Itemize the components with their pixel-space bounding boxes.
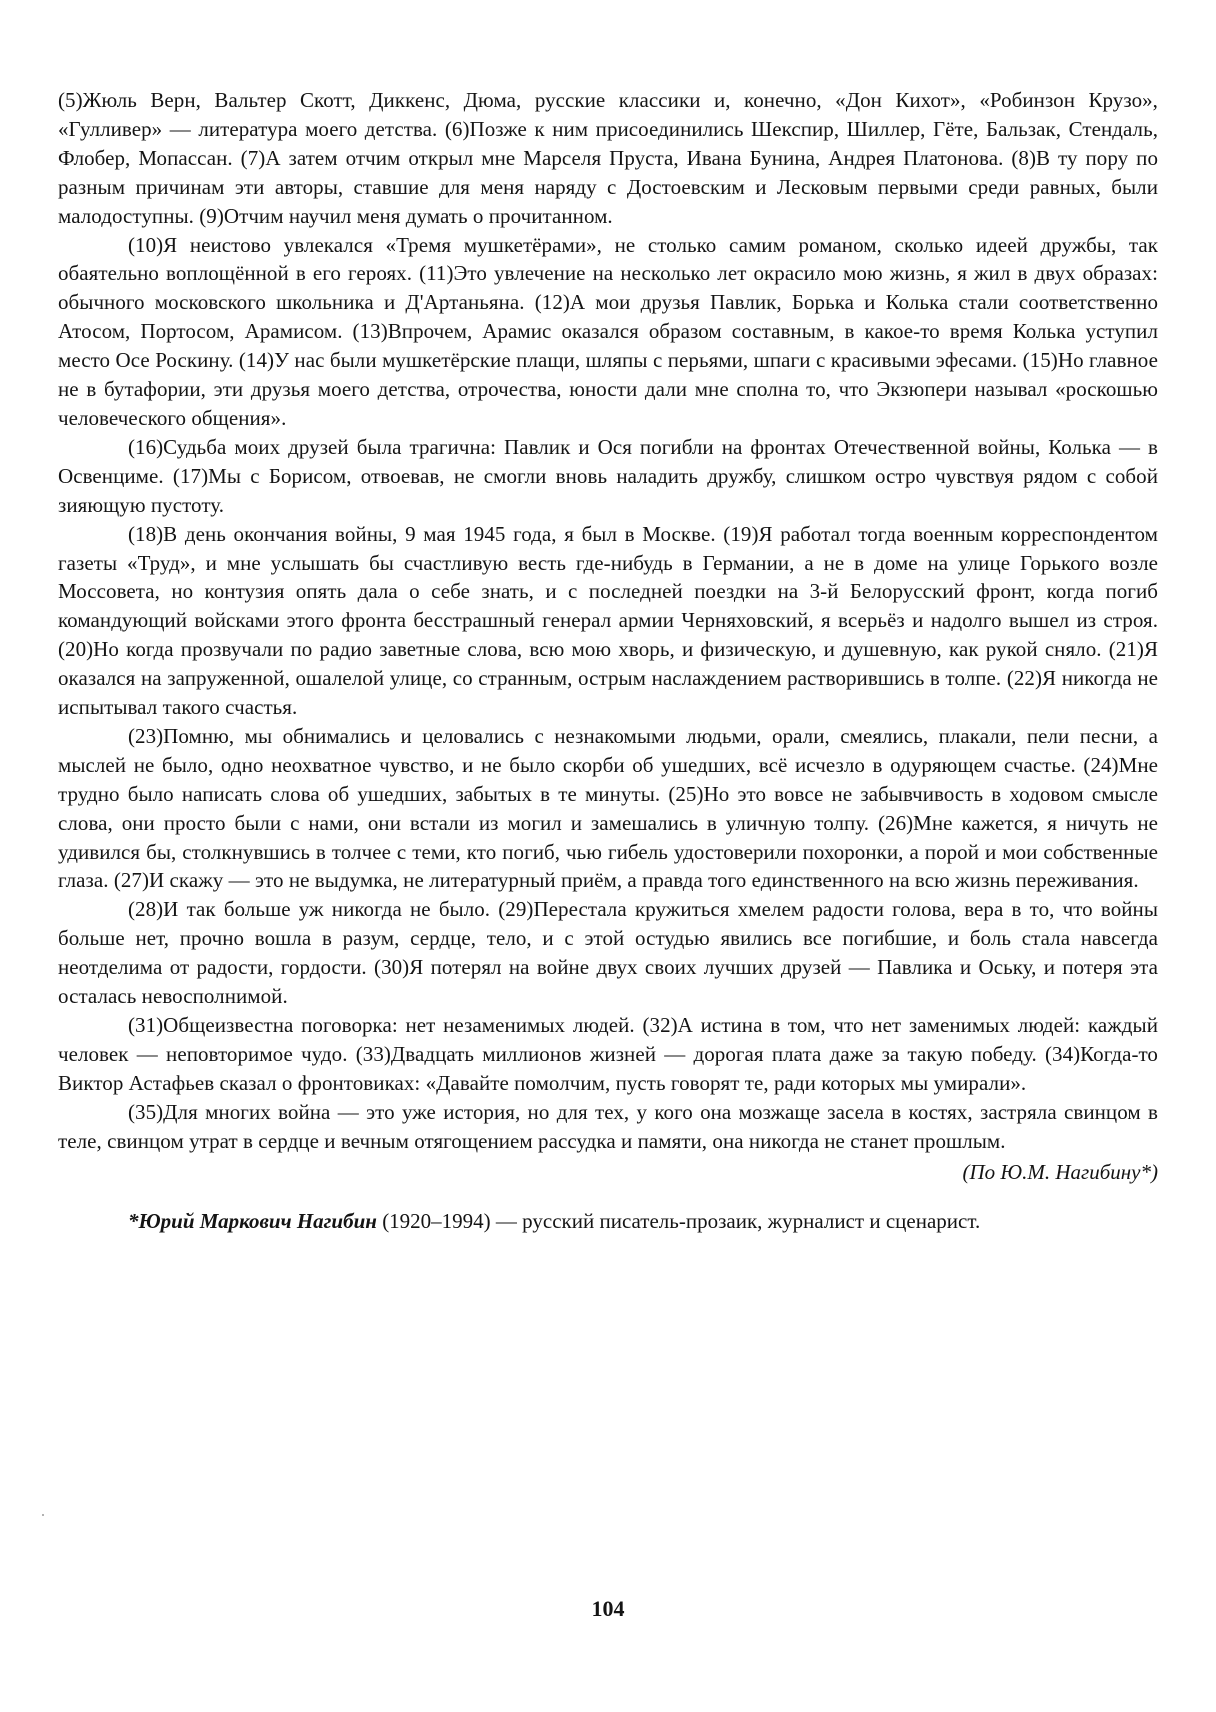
paragraph-5: (23)Помню, мы обнимались и целовались с незнакомыми людьми, орали, смеялись, плакали, пели песни, а мыслей не было, одно неохватное чувство, и не было скорби об ушедших, всё исчезло в одуряющем счастье. (24)Мне трудно было написать слова об ушедших, забытых в те минуты. (25)Но это вовсе не забывчивость в ходовом смысле слова, они просто были с нами, они встали из могил и замешались в уличную толпу. (26)Мне кажется, я ничуть не удивился бы, столкнувшись в толчее с теми, кто погиб, чью гибель удостоверили похоронки, а порой и мои собственные глаза. (27)И скажу — это не выдумка, не литературный приём, а правда того единственного на всю жизнь переживания. — [58, 723, 1158, 893]
paragraph-3: (16)Судьба моих друзей была трагична: Павлик и Ося погибли на фронтах Отечественной войны, Колька — в Освенциме. (17)Мы с Борисом, отвоевав, не смогли вновь наладить дружбу, слишком остро чувствуя рядом с собой зияющую пустоту. — [58, 434, 1158, 517]
paragraph-4: (18)В день окончания войны, 9 мая 1945 года, я был в Москве. (19)Я работал тогда военным корреспондентом газеты «Труд», и мне услышать бы счастливую весть где-нибудь в Германии, а не в доме на улице Горького возле Моссовета, но контузия опять дала о себе знать, и с последней поездки на 3-й Белорусский фронт, когда погиб командующий войсками этого фронта бесстрашный генерал армии Черняховский, я всерьёз и надолго вышел из строя. (20)Но когда прозвучали по радио заветные слова, всю мою хворь, и физическую, и душевную, как рукой сняло. (21)Я оказался на запруженной, ошалелой улице, со странным, острым наслаждением растворившись в толпе. (22)Я никогда не испытывал такого счастья. — [58, 521, 1158, 720]
page-number: 104 — [591, 1596, 625, 1621]
scan-artifact — [42, 1514, 44, 1516]
paragraph-1: (5)Жюль Верн, Вальтер Скотт, Диккенс, Дюма, русские классики и, конечно, «Дон Кихот», «Робинзон Крузо», «Гулливер» — литература моего детства. (6)Позже к ним присоединились Шекспир, Шиллер, Гёте, Бальзак, Стендаль, Флобер, Мопассан. (7)А затем отчим открыл мне Марселя Пруста, Ивана Бунина, Андрея Платонова. (8)В ту пору по разным причинам эти авторы, ставшие для меня наряду с Достоевским и Лесковым первыми среди равных, были малодоступны. (9)Отчим научил меня думать о прочитанном. — [58, 88, 1158, 228]
footnote-author-name: *Юрий Маркович Нагибин — [128, 1208, 377, 1233]
author-footnote — [58, 1207, 1158, 1236]
paragraph-2: (10)Я неистово увлекался «Тремя мушкетёрами», не столько самим романом, сколько идеей дружбы, так обаятельно воплощённой в его героях. (11)Это увлечение на несколько лет окрасило мою жизнь, я жил в двух образах: обычного московского школьника и Д'Артаньяна. (12)А мои друзья Павлик, Борька и Колька стали соответственно Атосом, Портосом, Арамисом. (13)Впрочем, Арамис оказался образом составным, в какое-то время Колька уступил место Осе Роскину. (14)У нас были мушкетёрские плащи, шляпы с перьями, шпаги с красивыми эфесами. (15)Но главное не в бутафории, эти друзья моего детства, отрочества, юности дали мне сполна то, что Экзюпери называл «роскошью человеческого общения». — [58, 232, 1158, 430]
paragraph-7: (31)Общеизвестна поговорка: нет незаменимых людей. (32)А истина в том, что нет заменимых людей: каждый человек — неповторимое чудо. (33)Двадцать миллионов жизней — дорогая плата даже за такую победу. (34)Когда-то Виктор Астафьев сказал о фронтовиках: «Давайте помолчим, пусть говорят те, ради которых мы умирали». — [58, 1013, 1158, 1095]
source-attribution: (По Ю.М. Нагибину*) — [962, 1159, 1158, 1184]
document-page — [58, 86, 1158, 1236]
paragraph-6: (28)И так больше уж никогда не было. (29)Перестала кружиться хмелем радости голова, вера в то, что войны больше нет, прочно вошла в разум, сердце, тело, и с этой остудью явились все погибшие, и боль стала навсегда неотделима от радости, гордости. (30)Я потерял на войне двух своих лучших друзей — Павлика и Оську, и потеря эта осталась невосполнимой. — [58, 897, 1158, 1009]
footnote-text: (1920–1994) — русский писатель-прозаик, журналист и сценарист. — [376, 1208, 981, 1233]
paragraph-8: (35)Для многих война — это уже история, но для тех, у кого она мозжаще засела в костях, застряла свинцом в теле, свинцом утрат в сердце и вечным отягощением рассудка и памяти, она никогда не станет прошлым. — [58, 1099, 1158, 1153]
